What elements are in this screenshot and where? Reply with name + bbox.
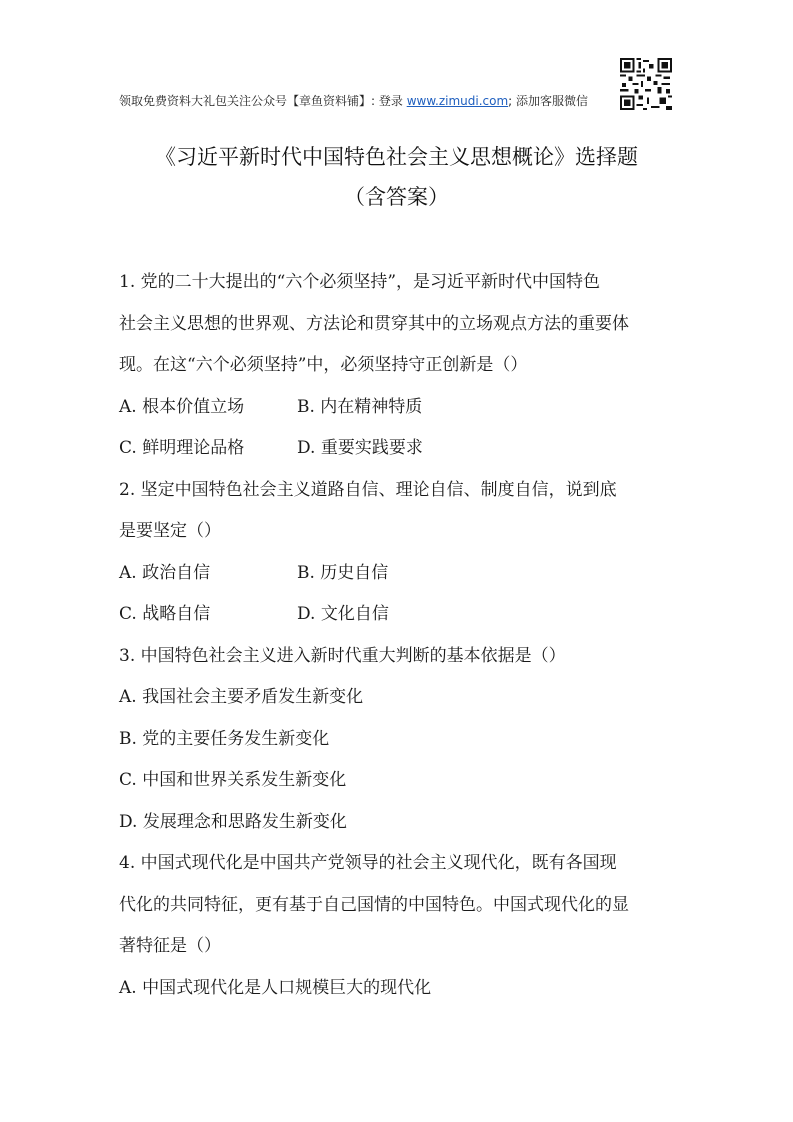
question-3-option-b: B. 党的主要任务发生新变化 [119, 728, 330, 749]
question-1-options-row-2 [119, 428, 679, 470]
question-1-line-2: 社会主义思想的世界观、方法论和贯穿其中的立场观点方法的重要体 [119, 313, 629, 334]
question-1-line-1: 1. 党的二十大提出的“六个必须坚持”，是习近平新时代中国特色 [119, 272, 601, 292]
promo-text-tail: ; 添加客服微信 [508, 94, 589, 108]
option-a: A. 政治自信 [119, 562, 211, 583]
website-link[interactable]: www.zimudi.com [406, 94, 509, 108]
question-3-option-d: D. 发展理念和思路发生新变化 [119, 811, 347, 832]
option-c: C. 战略自信 [119, 604, 211, 624]
question-1-options-row-1 [119, 387, 679, 429]
document-subtitle: （含答案） [344, 185, 449, 209]
option-d: D. 重要实践要求 [297, 438, 423, 458]
question-4-line-2: 代化的共同特征，更有基于自己国情的中国特色。中国式现代化的显 [119, 894, 629, 915]
promo-text: 领取免费资料大礼包关注公众号【章鱼资料铺】: 登录 [119, 94, 407, 108]
question-4-option-a: A. 中国式现代化是人口规模巨大的现代化 [119, 977, 432, 998]
option-d: D. 文化自信 [297, 604, 389, 624]
qr-code-icon [620, 58, 672, 110]
question-2-options-row-2 [119, 594, 679, 636]
question-4-line-1: 4. 中国式现代化是中国共产党领导的社会主义现代化，既有各国现 [119, 853, 617, 873]
question-4-line-3: 著特征是（） [119, 936, 221, 956]
option-b: B. 历史自信 [297, 562, 389, 583]
option-c: C. 鲜明理论品格 [119, 438, 245, 458]
promo-header [119, 93, 619, 109]
question-3-option-c: C. 中国和世界关系发生新变化 [119, 770, 347, 790]
option-a: A. 根本价值立场 [119, 396, 245, 417]
question-list [119, 262, 679, 1009]
question-2-line-1: 2. 坚定中国特色社会主义道路自信、理论自信、制度自信，说到底 [119, 479, 617, 500]
question-3-line-1: 3. 中国特色社会主义进入新时代重大判断的基本依据是（） [119, 645, 566, 666]
question-1-line-3: 现。在这“六个必须坚持”中，必须坚持守正创新是（） [119, 355, 528, 375]
question-3-option-a: A. 我国社会主要矛盾发生新变化 [119, 687, 364, 707]
option-b: B. 内在精神特质 [297, 396, 423, 417]
document-title: 《习近平新时代中国特色社会主义思想概论》选择题 [155, 145, 638, 169]
question-2-line-2: 是要坚定（） [119, 521, 221, 541]
question-2-options-row-1 [119, 553, 679, 595]
